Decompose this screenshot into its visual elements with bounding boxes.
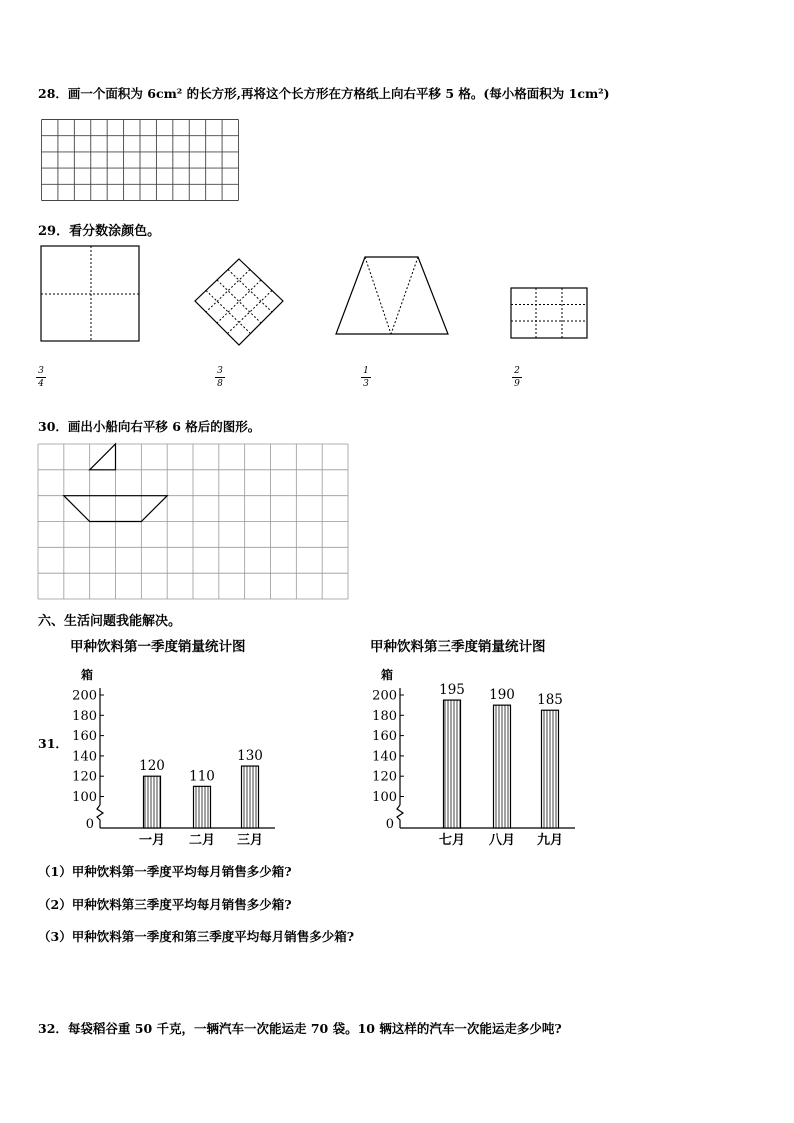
bar (242, 766, 259, 828)
bar (144, 776, 161, 828)
y-tick-label: 100 (72, 790, 97, 805)
fraction-label (36, 366, 46, 389)
x-tick-label: 九月 (536, 833, 564, 848)
y-tick-label: 120 (372, 769, 397, 785)
axis-break (397, 805, 403, 828)
y-axis-label: 箱 (80, 668, 93, 682)
bar-value-label: 110 (189, 768, 215, 785)
chart-title: 甲种饮料第三季度销量统计图 (370, 639, 546, 655)
grid-paper-30 (38, 444, 348, 600)
question-number: 29． (38, 224, 70, 239)
denominator: 4 (38, 379, 44, 389)
numerator: 2 (514, 366, 520, 376)
y-tick-label: 180 (72, 708, 97, 724)
question-number: 32． (38, 1021, 68, 1036)
question-32 (38, 1019, 562, 1037)
question-28 (38, 84, 610, 102)
section-heading: 六、生活问题我能解决。 (38, 614, 182, 629)
question-number: 30． (38, 419, 68, 434)
y-tick-label: 200 (72, 688, 97, 704)
y-tick-label: 160 (372, 729, 397, 745)
bar (542, 710, 559, 828)
bar-value-label: 120 (139, 758, 165, 775)
question-31-number: 31． (38, 736, 68, 751)
y-tick-label: 0 (85, 817, 94, 832)
sub-question-1: （1）甲种饮料第一季度平均每月销售多少箱? (38, 864, 292, 879)
bar (444, 700, 461, 828)
y-tick-label: 140 (372, 749, 397, 765)
question-number: 28． (38, 86, 68, 101)
bar-value-label: 130 (237, 748, 263, 765)
grid-paper-28 (41, 119, 239, 201)
chart-q1-sales (60, 632, 310, 852)
diamond-eighths-figure (193, 257, 285, 347)
question-30 (38, 417, 260, 435)
axis-break (97, 805, 103, 828)
y-axis-label: 箱 (380, 668, 393, 682)
denominator: 8 (217, 379, 223, 389)
x-tick-label: 一月 (138, 833, 166, 848)
bar-value-label: 190 (489, 687, 515, 704)
bar (194, 786, 211, 828)
bar-value-label: 185 (537, 692, 563, 709)
question-text: 画出小船向右平移 6 格后的图形。 (67, 419, 261, 434)
numerator: 3 (217, 366, 223, 376)
chart-q3-sales (360, 632, 610, 852)
y-tick-label: 100 (372, 790, 397, 805)
x-tick-label: 二月 (188, 833, 216, 848)
denominator: 3 (363, 379, 369, 389)
bar (494, 705, 511, 828)
fraction-label (215, 366, 225, 389)
x-tick-label: 七月 (438, 833, 466, 848)
fraction-label (361, 366, 371, 389)
question-text: 每袋稻谷重 50 千克，一辆汽车一次能运走 70 袋。10 辆这样的汽车一次能运走多少吨? (67, 1021, 562, 1036)
sub-question-3: （3）甲种饮料第一季度和第三季度平均每月销售多少箱? (38, 929, 355, 944)
y-tick-label: 200 (372, 688, 397, 704)
fraction-label (512, 366, 522, 389)
sub-question-2: （2）甲种饮料第三季度平均每月销售多少箱? (38, 897, 292, 912)
numerator: 1 (363, 366, 369, 376)
denominator: 9 (514, 379, 520, 389)
y-tick-label: 0 (385, 817, 394, 832)
numerator: 3 (38, 366, 44, 376)
trapezoid-thirds-figure (335, 256, 449, 336)
y-tick-label: 140 (72, 749, 97, 765)
question-text: 看分数涂颜色。 (69, 224, 161, 239)
y-tick-label: 160 (72, 729, 97, 745)
x-tick-label: 三月 (236, 833, 264, 848)
question-29 (38, 220, 160, 239)
y-tick-label: 120 (72, 769, 97, 785)
square-quarters-figure (40, 245, 140, 342)
chart-title: 甲种饮料第一季度销量统计图 (70, 639, 246, 655)
question-text: 画一个面积为 6cm² 的长方形,再将这个长方形在方格纸上向右平移 5 格。(每小格面积为 1cm²) (67, 86, 610, 101)
bar-value-label: 195 (439, 682, 465, 699)
y-tick-label: 180 (372, 708, 397, 724)
x-tick-label: 八月 (488, 833, 516, 848)
rectangle-ninths-figure (510, 287, 588, 339)
